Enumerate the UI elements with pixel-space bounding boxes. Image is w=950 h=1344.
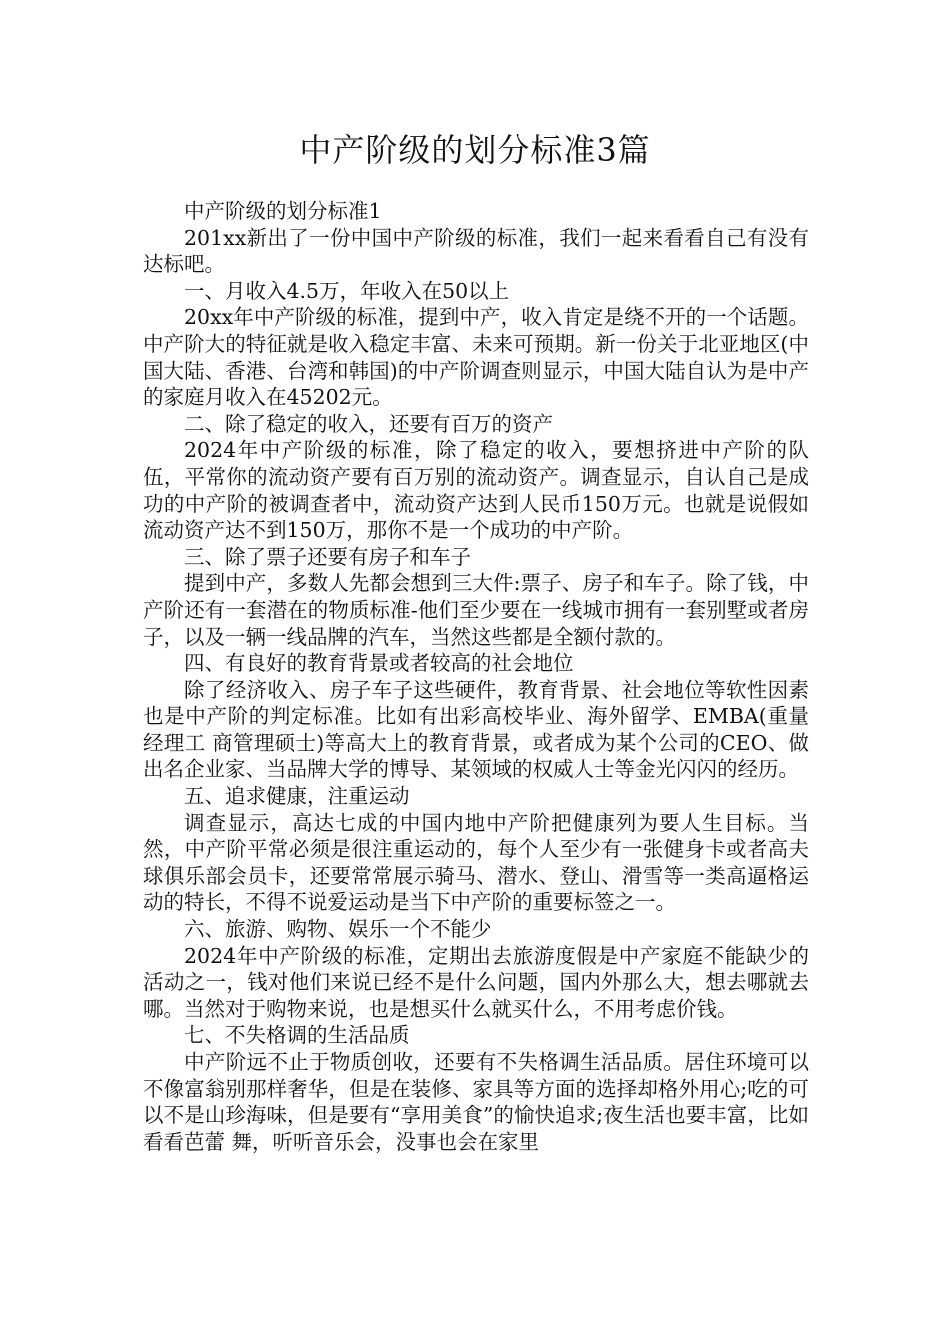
section-heading: 三、除了票子还要有房子和车子 <box>184 544 471 569</box>
body-paragraph: 调查显示，高达七成的中国内地中产阶把健康列为要人生目标。当然，中产阶平常必须是很注重运动的，每个人至少有一张健身卡或者高夫球俱乐部会员卡，还要常常展示骑马、潜水、登山、滑雪等一类高逼格运动的特长，不得不说爱运动是当下中产阶的重要标签之一。 <box>143 810 809 915</box>
section-heading: 中产阶级的划分标准1 <box>184 199 382 223</box>
section-heading: 五、追求健康，注重运动 <box>184 784 410 809</box>
body-paragraph: 2024年中产阶级的标准，定期出去旅游度假是中产家庭不能缺少的活动之一，钱对他们来说已经不是什么问题，国内外那么大，想去哪就去哪。当然对于购物来说，也是想买什么就买什么，不用考虑价钱。 <box>143 943 809 1021</box>
body-paragraph: 201xx新出了一份中国中产阶级的标准，我们一起来看看自己有没有达标吧。 <box>143 225 809 277</box>
document-title: 中产阶级的划分标准3篇 <box>299 131 651 169</box>
body-paragraph: 20xx年中产阶级的标准，提到中产，收入肯定是绕不开的一个话题。中产阶大的特征就是收入稳定丰富、未来可预期。新一份关于北亚地区(中国大陆、香港、台湾和韩国)的中产阶调查则显示，中国大陆自认为是中产的家庭月收入在45202元。 <box>143 305 809 410</box>
section-heading: 七、不失格调的生活品质 <box>184 1023 410 1048</box>
document-body <box>143 198 809 1155</box>
body-paragraph: 中产阶远不止于物质创收，还要有不失格调生活品质。居住环境可以 不像富翁别那样奢华，但是在装修、家具等方面的选择却格外用心;吃的可以不是山珍海味，但是要有“享用美食”的愉快追求;夜生活也要丰富，比如看看芭蕾 舞，听听音乐会，没事也会在家里 <box>143 1050 809 1154</box>
section-heading: 四、有良好的教育背景或者较高的社会地位 <box>184 651 574 676</box>
body-paragraph: 除了经济收入、房子车子这些硬件，教育背景、社会地位等软性因素也是中产阶的判定标准。比如有出彩高校毕业、海外留学、EMBA(重量经理工 商管理硕士)等高大上的教育背景，或者成为某个公司的CEO、做出名企业家、当品牌大学的博导、某领域的权威人士等金光闪闪的经历。 <box>143 677 809 782</box>
section-heading: 二、除了稳定的收入，还要有百万的资产 <box>184 411 553 436</box>
body-paragraph: 提到中产，多数人先都会想到三大件:票子、房子和车子。除了钱，中产阶还有一套潜在的物质标准-他们至少要在一线城市拥有一套别墅或者房子，以及一辆一线品牌的汽车，当然这些都是全额付款的。 <box>143 571 809 649</box>
section-heading: 一、月收入4.5万，年收入在50以上 <box>184 278 510 303</box>
body-paragraph: 2024年中产阶级的标准，除了稳定的收入，要想挤进中产阶的队伍，平常你的流动资产要有百万别的流动资产。调查显示，自认自己是成功的中产阶的被调查者中，流动资产达到人民币150万元。也就是说假如流动资产达不到150万，那你不是一个成功的中产阶。 <box>143 438 809 543</box>
section-heading: 六、旅游、购物、娱乐一个不能少 <box>184 917 492 942</box>
